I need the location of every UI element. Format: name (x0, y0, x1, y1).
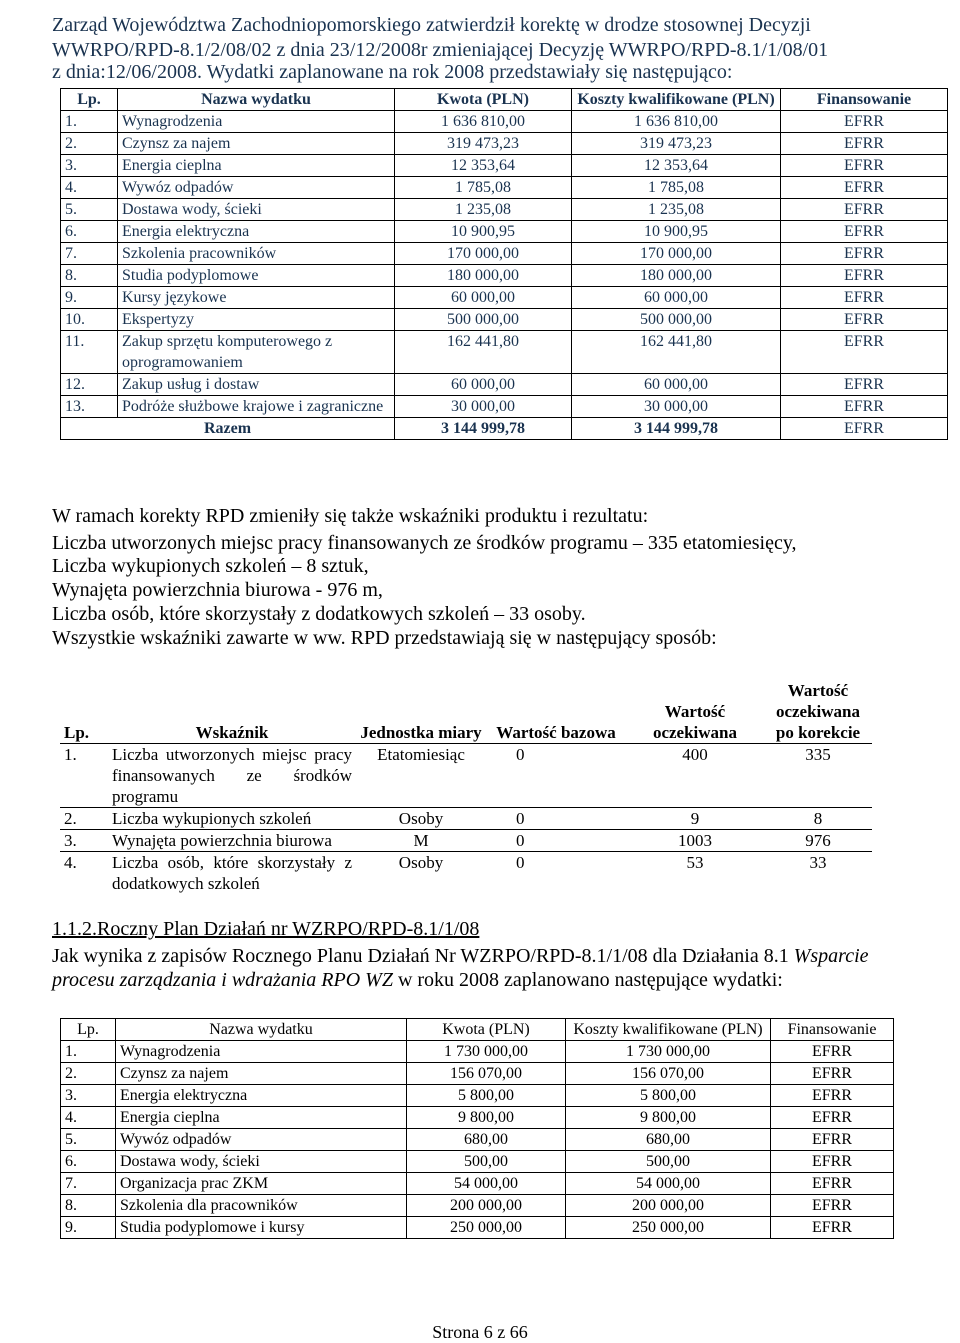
cell-lp: 2. (61, 1063, 116, 1085)
intro-line-3: z dnia:12/06/2008. Wydatki zaplanowane na rok 2008 przedstawiały się następująco: (52, 61, 733, 83)
cell-expense-name: Organizacja prac ZKM (116, 1173, 407, 1195)
cell-eligible-cost: 10 900,95 (572, 221, 781, 243)
section-heading: 1.1.2.Roczny Plan Działań nr WZRPO/RPD-8.1/1/08 (52, 918, 480, 940)
table-row (61, 1217, 894, 1239)
cell-eligible-cost: 9 800,00 (566, 1107, 771, 1129)
table-row (60, 808, 872, 830)
cell-unit: Etatomiesiąc (356, 744, 486, 808)
col-amount-header: Kwota (PLN) (407, 1019, 566, 1041)
cell-amount: 162 441,80 (395, 331, 572, 374)
expenses-table-rpd (60, 1018, 894, 1239)
cell-unit: M (356, 830, 486, 852)
cell-financing: EFRR (781, 111, 948, 133)
table-row (61, 1063, 894, 1085)
cell-lp: 1. (61, 1041, 116, 1063)
cell-expense-name: Szkolenia pracowników (118, 243, 395, 265)
table-row (61, 374, 948, 396)
table-row (61, 133, 948, 155)
cell-eligible-cost: 1 636 810,00 (572, 111, 781, 133)
cell-lp: 5. (61, 1129, 116, 1151)
cell-amount: 250 000,00 (407, 1217, 566, 1239)
cell-amount: 319 473,23 (395, 133, 572, 155)
cell-expense-name: Szkolenia dla pracowników (116, 1195, 407, 1217)
cell-lp: 6. (61, 1151, 116, 1173)
col-lp-header: Lp. (61, 1019, 116, 1041)
cell-lp: 4. (61, 177, 118, 199)
para1-line-5: Liczba osób, które skorzystały z dodatkowych szkoleń – 33 osoby. (52, 603, 586, 625)
col-name-header: Nazwa wydatku (118, 89, 395, 111)
table-header-row (61, 89, 948, 111)
cell-eligible-cost: 500,00 (566, 1151, 771, 1173)
cell-lp: 8. (61, 265, 118, 287)
para1-line-6: Wszystkie wskaźniki zawarte w ww. RPD przedstawiają się w następujący sposób: (52, 627, 717, 649)
col-expected-header: Wartość oczekiwana (652, 702, 738, 742)
cell-expense-name: Zakup sprzętu komputerowego z oprogramowaniem (118, 331, 395, 374)
cell-eligible-cost: 180 000,00 (572, 265, 781, 287)
cell-amount: 12 353,64 (395, 155, 572, 177)
cell-lp: 5. (61, 199, 118, 221)
cell-amount: 5 800,00 (407, 1085, 566, 1107)
cell-amount: 1 730 000,00 (407, 1041, 566, 1063)
cell-amount: 30 000,00 (395, 396, 572, 418)
cell-eligible-cost: 680,00 (566, 1129, 771, 1151)
cell-base-value: 0 (486, 852, 626, 895)
section-line-1-plain: Jak wynika z zapisów Rocznego Planu Działań Nr WZRPO/RPD-8.1/1/08 dla Działania 8.1 (52, 945, 794, 967)
cell-expense-name: Wywóz odpadów (118, 177, 395, 199)
cell-lp: 4. (60, 852, 108, 895)
table-row (61, 1085, 894, 1107)
cell-financing: EFRR (771, 1173, 894, 1195)
col-lp-header: Lp. (61, 89, 118, 111)
table-row (61, 111, 948, 133)
col-expected-after-correction-header: Wartość oczekiwana po korekcie (775, 681, 861, 742)
cell-expected-value: 1003 (626, 830, 764, 852)
cell-financing: EFRR (781, 243, 948, 265)
cell-lp: 3. (61, 1085, 116, 1107)
intro-line-1: Zarząd Województwa Zachodniopomorskiego zatwierdził korektę w drodze stosownej Decyzji (52, 14, 811, 36)
cell-lp: 12. (61, 374, 118, 396)
cell-expected-after-correction: 335 (764, 744, 872, 808)
cell-eligible-cost: 319 473,23 (572, 133, 781, 155)
cell-expense-name: Dostawa wody, ścieki (116, 1151, 407, 1173)
cell-amount: 9 800,00 (407, 1107, 566, 1129)
cell-financing: EFRR (781, 287, 948, 309)
cell-lp: 1. (60, 744, 108, 808)
col-name-header: Nazwa wydatku (116, 1019, 407, 1041)
cell-base-value: 0 (486, 744, 626, 808)
cell-financing: EFRR (771, 1107, 894, 1129)
col-unit-header: Jednostka miary (360, 723, 482, 742)
table-row (61, 265, 948, 287)
table-header-row (60, 680, 872, 744)
cell-expense-name: Czynsz za najem (116, 1063, 407, 1085)
cell-eligible-cost: 1 730 000,00 (566, 1041, 771, 1063)
table-row (61, 396, 948, 418)
cell-expense-name: Dostawa wody, ścieki (118, 199, 395, 221)
para1-line-2: Liczba utworzonych miejsc pracy finansowanych ze środków programu – 335 etatomiesięcy, (52, 532, 797, 554)
section-line-2-italic: procesu zarządzania i wdrażania RPO WZ (52, 969, 393, 991)
cell-eligible-cost: 162 441,80 (572, 331, 781, 374)
cell-eligible-cost: 1 235,08 (572, 199, 781, 221)
cell-unit: Osoby (356, 808, 486, 830)
table-row (61, 287, 948, 309)
cell-expected-value: 9 (626, 808, 764, 830)
cell-lp: 8. (61, 1195, 116, 1217)
cell-financing: EFRR (781, 396, 948, 418)
table-row (61, 1151, 894, 1173)
cell-financing: EFRR (781, 133, 948, 155)
cell-amount: 180 000,00 (395, 265, 572, 287)
total-eligible: 3 144 999,78 (572, 418, 781, 440)
cell-financing: EFRR (771, 1195, 894, 1217)
cell-lp: 10. (61, 309, 118, 331)
cell-expected-value: 53 (626, 852, 764, 895)
table-row (61, 155, 948, 177)
cell-expense-name: Energia cieplna (116, 1107, 407, 1129)
intro-line-2: WWRPO/RPD-8.1/2/08/02 z dnia 23/12/2008r zmieniającej Decyzję WWRPO/RPD-8.1/1/08/01 (52, 39, 829, 61)
cell-lp: 3. (61, 155, 118, 177)
cell-financing: EFRR (781, 155, 948, 177)
cell-amount: 680,00 (407, 1129, 566, 1151)
cell-eligible-cost: 30 000,00 (572, 396, 781, 418)
cell-expense-name: Energia cieplna (118, 155, 395, 177)
table-row (61, 177, 948, 199)
cell-lp: 11. (61, 331, 118, 374)
cell-eligible-cost: 5 800,00 (566, 1085, 771, 1107)
cell-financing: EFRR (781, 265, 948, 287)
cell-expected-value: 400 (626, 744, 764, 808)
cell-financing: EFRR (771, 1063, 894, 1085)
expenses-table-2008-corrected (60, 88, 948, 440)
para1-line-4: Wynajęta powierzchnia biurowa - 976 m, (52, 579, 383, 601)
cell-eligible-cost: 170 000,00 (572, 243, 781, 265)
col-base-header: Wartość bazowa (496, 723, 616, 742)
cell-amount: 200 000,00 (407, 1195, 566, 1217)
cell-eligible-cost: 60 000,00 (572, 374, 781, 396)
cell-financing: EFRR (771, 1085, 894, 1107)
cell-expense-name: Kursy językowe (118, 287, 395, 309)
table-row (61, 1041, 894, 1063)
cell-eligible-cost: 156 070,00 (566, 1063, 771, 1085)
table-row (61, 309, 948, 331)
para1-line-1: W ramach korekty RPD zmieniły się także wskaźniki produktu i rezultatu: (52, 505, 649, 527)
col-amount-header: Kwota (PLN) (395, 89, 572, 111)
cell-base-value: 0 (486, 808, 626, 830)
total-amount: 3 144 999,78 (395, 418, 572, 440)
cell-amount: 1 235,08 (395, 199, 572, 221)
cell-amount: 170 000,00 (395, 243, 572, 265)
cell-amount: 500,00 (407, 1151, 566, 1173)
cell-eligible-cost: 12 353,64 (572, 155, 781, 177)
section-line-1-italic: Wsparcie (793, 945, 869, 967)
col-indicator-header: Wskaźnik (195, 723, 269, 742)
table-row (60, 744, 872, 808)
cell-amount: 156 070,00 (407, 1063, 566, 1085)
cell-unit: Osoby (356, 852, 486, 895)
cell-indicator: Liczba utworzonych miejsc pracy finansowanych ze środków programu (108, 744, 356, 808)
indicators-table (60, 680, 872, 894)
table-row (61, 1129, 894, 1151)
cell-lp: 2. (61, 133, 118, 155)
cell-financing: EFRR (781, 221, 948, 243)
para1-line-3: Liczba wykupionych szkoleń – 8 sztuk, (52, 555, 369, 577)
col-eligible-header: Koszty kwalifikowane (PLN) (572, 89, 781, 111)
cell-eligible-cost: 60 000,00 (572, 287, 781, 309)
cell-indicator: Wynajęta powierzchnia biurowa (108, 830, 356, 852)
cell-expense-name: Energia elektryczna (116, 1085, 407, 1107)
cell-financing: EFRR (781, 374, 948, 396)
cell-financing: EFRR (771, 1151, 894, 1173)
cell-indicator: Liczba osób, które skorzystały z dodatkowych szkoleń (108, 852, 356, 895)
cell-financing: EFRR (781, 331, 948, 374)
cell-expense-name: Czynsz za najem (118, 133, 395, 155)
cell-lp: 9. (61, 1217, 116, 1239)
col-eligible-header: Koszty kwalifikowane (PLN) (566, 1019, 771, 1041)
cell-financing: EFRR (771, 1217, 894, 1239)
section-line-2 (52, 969, 783, 991)
table-total-row (61, 418, 948, 440)
table-row (61, 1173, 894, 1195)
table-row (61, 243, 948, 265)
cell-financing: EFRR (781, 309, 948, 331)
cell-expense-name: Ekspertyzy (118, 309, 395, 331)
total-financing: EFRR (781, 418, 948, 440)
cell-expense-name: Podróże służbowe krajowe i zagraniczne (118, 396, 395, 418)
cell-amount: 10 900,95 (395, 221, 572, 243)
cell-expense-name: Wywóz odpadów (116, 1129, 407, 1151)
cell-amount: 1 636 810,00 (395, 111, 572, 133)
table-row (61, 1107, 894, 1129)
page-number: Strona 6 z 66 (432, 1322, 528, 1342)
table-row (61, 221, 948, 243)
cell-expense-name: Studia podyplomowe (118, 265, 395, 287)
cell-indicator: Liczba wykupionych szkoleń (108, 808, 356, 830)
cell-lp: 7. (61, 1173, 116, 1195)
cell-expense-name: Wynagrodzenia (118, 111, 395, 133)
cell-lp: 13. (61, 396, 118, 418)
cell-financing: EFRR (771, 1129, 894, 1151)
cell-eligible-cost: 250 000,00 (566, 1217, 771, 1239)
cell-financing: EFRR (781, 199, 948, 221)
cell-eligible-cost: 54 000,00 (566, 1173, 771, 1195)
cell-base-value: 0 (486, 830, 626, 852)
cell-amount: 500 000,00 (395, 309, 572, 331)
cell-expense-name: Zakup usług i dostaw (118, 374, 395, 396)
cell-lp: 3. (60, 830, 108, 852)
cell-lp: 2. (60, 808, 108, 830)
section-line-2-plain: w roku 2008 zaplanowano następujące wydatki: (392, 969, 783, 991)
cell-financing: EFRR (771, 1041, 894, 1063)
table-row (61, 1195, 894, 1217)
cell-expense-name: Wynagrodzenia (116, 1041, 407, 1063)
cell-eligible-cost: 1 785,08 (572, 177, 781, 199)
col-lp-header: Lp. (64, 723, 90, 742)
cell-financing: EFRR (781, 177, 948, 199)
cell-expense-name: Energia elektryczna (118, 221, 395, 243)
cell-expected-after-correction: 33 (764, 852, 872, 895)
cell-lp: 4. (61, 1107, 116, 1129)
table-row (60, 830, 872, 852)
cell-lp: 9. (61, 287, 118, 309)
table-row (61, 199, 948, 221)
cell-lp: 1. (61, 111, 118, 133)
cell-expected-after-correction: 8 (764, 808, 872, 830)
table-row (61, 331, 948, 374)
cell-amount: 60 000,00 (395, 374, 572, 396)
table-header-row (61, 1019, 894, 1041)
cell-lp: 7. (61, 243, 118, 265)
cell-amount: 54 000,00 (407, 1173, 566, 1195)
cell-amount: 1 785,08 (395, 177, 572, 199)
section-line-1 (52, 945, 869, 967)
col-financing-header: Finansowanie (771, 1019, 894, 1041)
cell-eligible-cost: 200 000,00 (566, 1195, 771, 1217)
col-financing-header: Finansowanie (781, 89, 948, 111)
cell-expense-name: Studia podyplomowe i kursy (116, 1217, 407, 1239)
total-label: Razem (61, 418, 395, 440)
cell-eligible-cost: 500 000,00 (572, 309, 781, 331)
cell-amount: 60 000,00 (395, 287, 572, 309)
table-row (60, 852, 872, 895)
cell-lp: 6. (61, 221, 118, 243)
cell-expected-after-correction: 976 (764, 830, 872, 852)
